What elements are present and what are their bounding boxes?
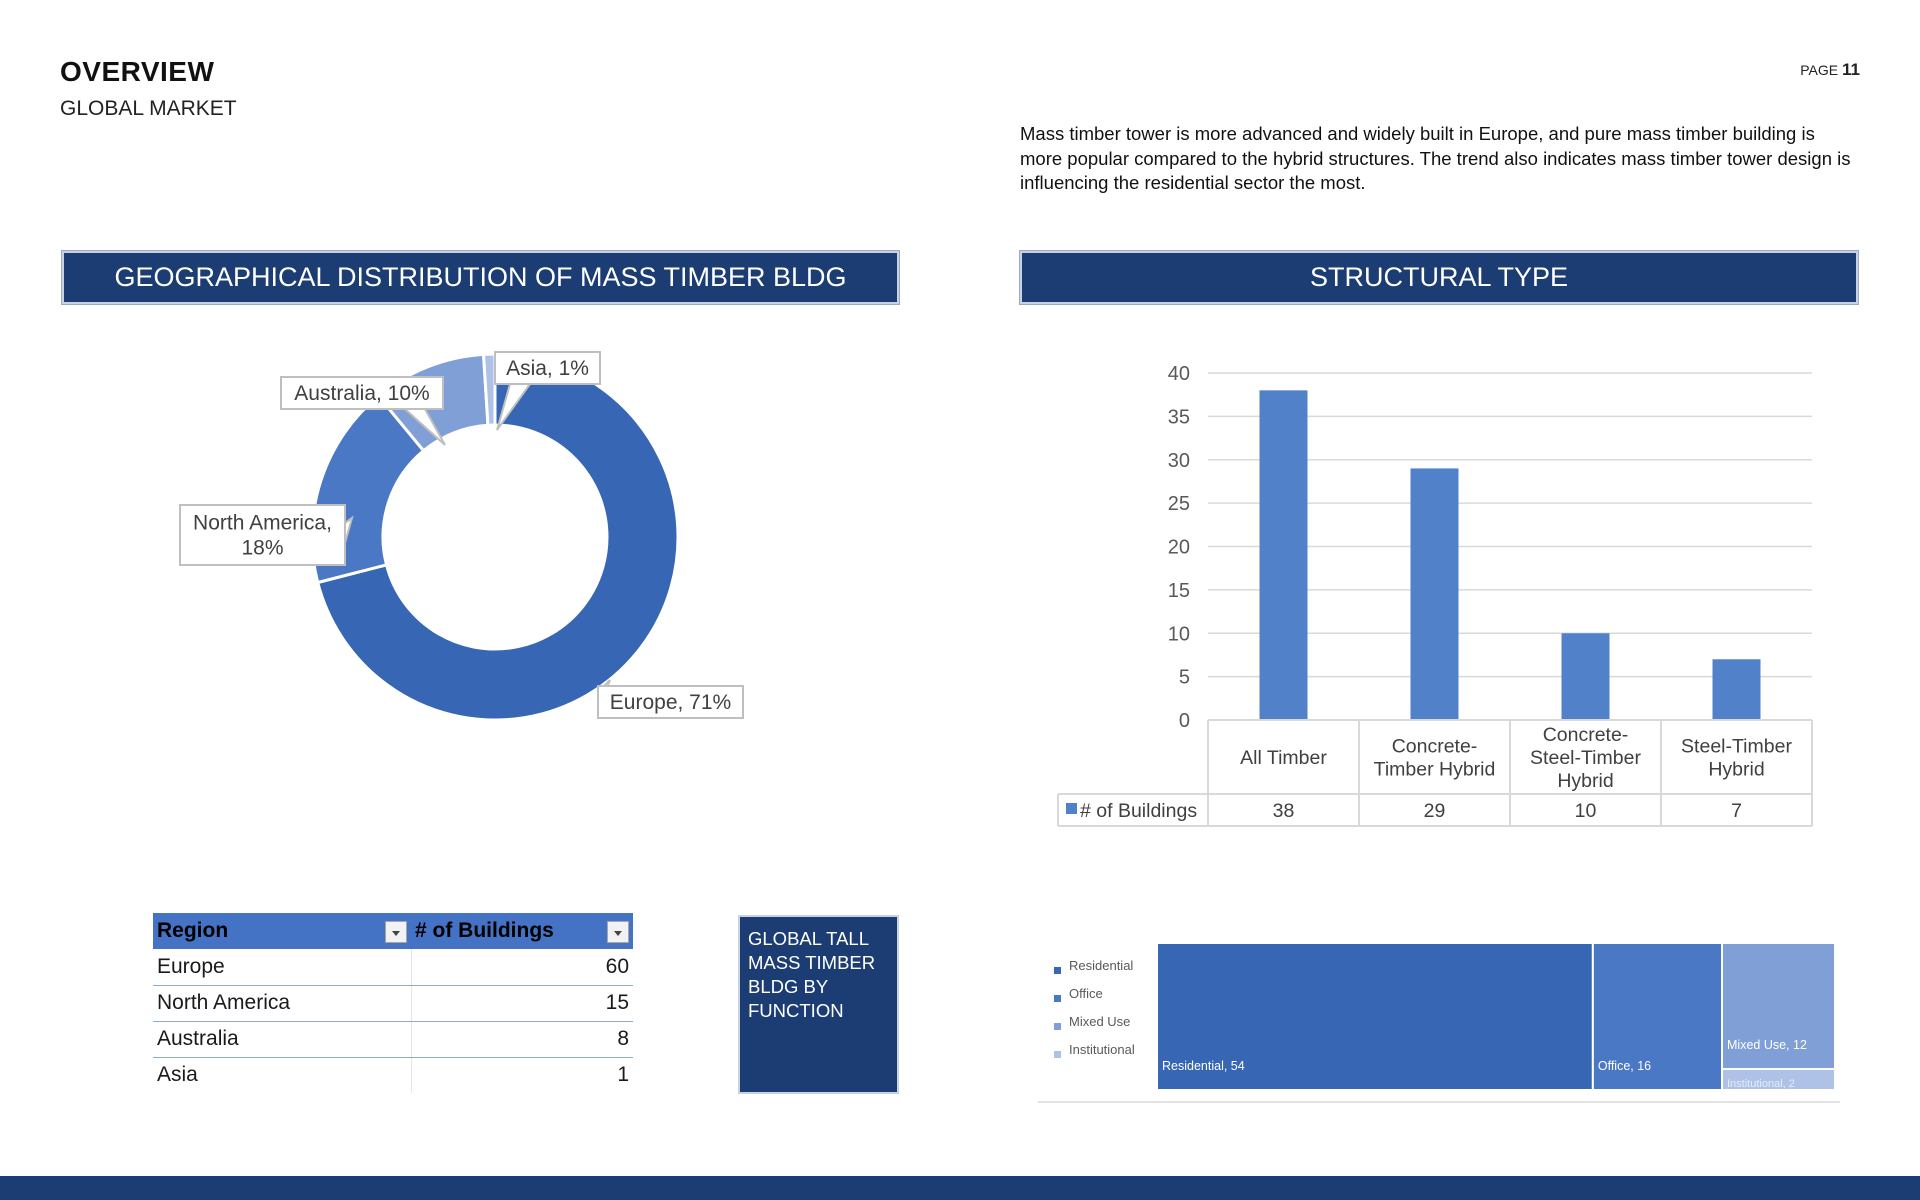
legend-label: # of Buildings: [1080, 800, 1198, 822]
x-category-label: Hybrid: [1557, 770, 1614, 792]
region-count: 1: [617, 1063, 629, 1087]
table-row: [153, 1057, 633, 1093]
x-category-label: Concrete-: [1542, 724, 1629, 746]
function-chart-title-box: GLOBAL TALL MASS TIMBER BLDG BY FUNCTION: [738, 915, 899, 1094]
donut-data-label: [598, 680, 743, 718]
data-table-value: 29: [1423, 800, 1446, 822]
region-count: 60: [411, 949, 633, 985]
data-table-value: 38: [1272, 800, 1295, 822]
region-name: Asia: [153, 1057, 411, 1093]
treemap-legend-label: Institutional: [1069, 1042, 1135, 1057]
y-tick-label: 20: [1167, 536, 1190, 559]
x-category-label: Concrete-: [1391, 735, 1478, 758]
callout-text: Australia, 10%: [294, 382, 430, 405]
data-table-value: 7: [1731, 800, 1742, 822]
intro-paragraph: Mass timber tower is more advanced and widely built in Europe, and pure mass timber building is more popular compared to the hybrid structures. The trend also indicates mass timber tower design is influencing the residential sector the most.: [1020, 123, 1851, 193]
treemap-legend-swatch: [1054, 1023, 1061, 1030]
section-subtitle: GLOBAL MARKET: [60, 97, 237, 120]
y-tick-label: 40: [1167, 363, 1190, 385]
bar: [1713, 659, 1761, 720]
structural-bar-chart: [1040, 350, 1860, 840]
y-tick-label: 30: [1167, 449, 1190, 472]
x-category-label: All Timber: [1240, 747, 1327, 769]
treemap-legend-label: Office: [1069, 986, 1103, 1001]
legend-swatch: [1066, 803, 1077, 814]
bar: [1411, 468, 1459, 720]
geo-distribution-banner: GEOGRAPHICAL DISTRIBUTION OF MASS TIMBER BLDG: [62, 251, 899, 304]
y-tick-label: 5: [1178, 666, 1190, 689]
y-tick-label: 35: [1167, 406, 1190, 429]
region-count: 15: [411, 985, 633, 1021]
treemap-legend-swatch: [1054, 967, 1061, 974]
bar: [1562, 633, 1610, 720]
callout-text: Europe, 71%: [609, 691, 732, 714]
treemap-label: Mixed Use, 12: [1727, 1038, 1807, 1052]
x-category-label: Hybrid: [1708, 758, 1765, 781]
x-category-label: Timber Hybrid: [1373, 758, 1496, 781]
callout-text: North America,: [193, 511, 332, 535]
region-table: [153, 913, 633, 1093]
table-row: [153, 985, 633, 1021]
bar: [1260, 390, 1308, 720]
page-label: PAGE: [1800, 62, 1839, 78]
region-count: 8: [411, 1021, 633, 1057]
callout-text: Asia, 1%: [506, 357, 589, 380]
header-region[interactable]: Region: [153, 913, 411, 949]
buildings-filter-dropdown-icon[interactable]: [607, 921, 629, 943]
treemap-legend-label: Residential: [1069, 958, 1134, 973]
treemap-label: Residential, 54: [1162, 1059, 1245, 1073]
y-tick-label: 0: [1178, 710, 1190, 732]
x-category-label: Steel-Timber: [1681, 735, 1792, 758]
structural-type-banner: STRUCTURAL TYPE: [1020, 251, 1858, 304]
treemap-legend-swatch: [1054, 1051, 1061, 1058]
treemap-label: Institutional, 2: [1727, 1078, 1795, 1090]
header-buildings[interactable]: # of Buildings: [411, 913, 633, 949]
y-tick-label: 15: [1167, 579, 1190, 602]
page-number-value: 11: [1842, 60, 1860, 79]
treemap-legend-swatch: [1054, 995, 1061, 1002]
geo-donut-chart: [0, 340, 900, 800]
footer-bar: [0, 1176, 1920, 1200]
table-row: [153, 949, 633, 985]
section-title: OVERVIEW: [60, 56, 215, 87]
y-tick-label: 25: [1167, 493, 1190, 516]
callout-text: 18%: [241, 536, 284, 560]
data-table-value: 10: [1574, 800, 1597, 822]
page-number: [1800, 60, 1860, 80]
y-tick-label: 10: [1167, 623, 1190, 646]
region-name: Australia: [153, 1021, 411, 1057]
function-treemap-chart: [1035, 935, 1845, 1105]
region-name: Europe: [153, 949, 411, 985]
treemap-legend-label: Mixed Use: [1069, 1014, 1131, 1029]
treemap-label: Office, 16: [1597, 1059, 1652, 1073]
region-filter-dropdown-icon[interactable]: [385, 921, 407, 943]
x-category-label: Steel-Timber: [1530, 747, 1641, 769]
table-row: [153, 1021, 633, 1057]
region-name: North America: [153, 985, 411, 1021]
donut-data-label: [180, 505, 352, 565]
